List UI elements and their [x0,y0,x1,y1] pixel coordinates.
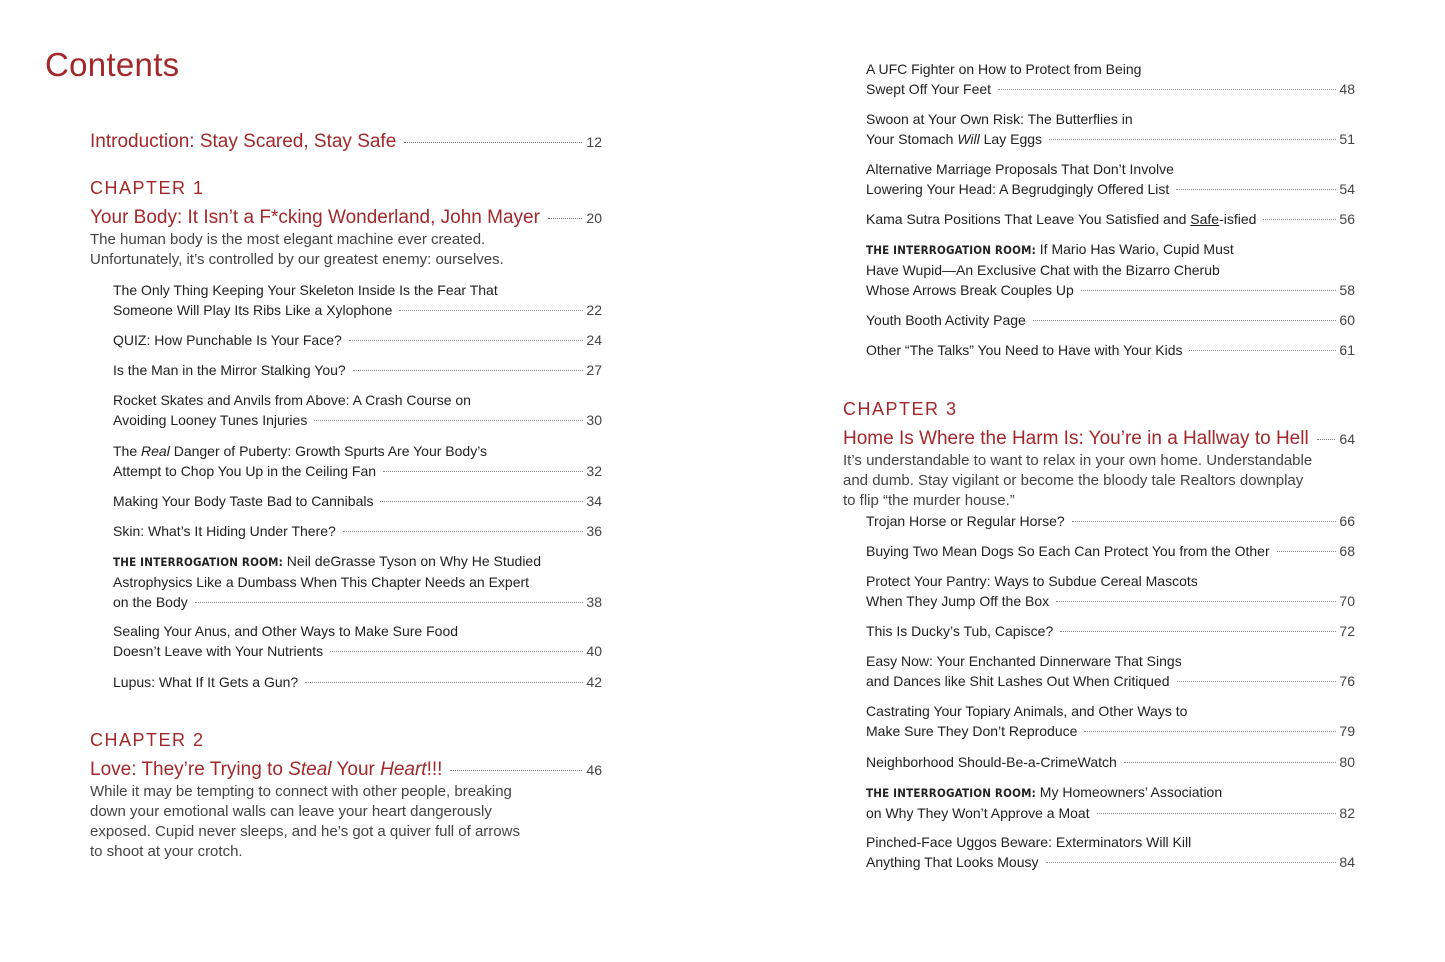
toc-entry[interactable] [866,621,1355,641]
page-number: 27 [586,362,602,378]
dot-leader [1049,139,1336,140]
entry-line: Other “The Talks” You Need to Have with Your Kids [866,342,1183,358]
toc-entry[interactable] [866,752,1355,772]
dot-leader [343,531,584,532]
dot-leader [1189,350,1336,351]
desc-line: While it may be tempting to connect with other people, breaking [90,783,512,800]
title-emphasis: Steal [288,759,332,780]
page-number: 60 [1339,312,1355,328]
desc-line: The human body is the most elegant machine ever created. [90,231,486,248]
entry-line: Castrating Your Topiary Animals, and Other Ways to [866,703,1188,719]
toc-entry[interactable] [866,571,1355,611]
toc-entry[interactable] [113,280,602,320]
toc-entry[interactable] [866,209,1355,229]
dot-leader [998,89,1336,90]
page-number: 22 [586,302,602,318]
page-title: Contents [45,46,180,83]
dot-leader [1084,731,1336,732]
page-number: 42 [586,674,602,690]
chapter-2-description [90,782,570,862]
toc-entry[interactable] [866,511,1355,531]
entry-line: Trojan Horse or Regular Horse? [866,513,1065,529]
page-number: 56 [1339,211,1355,227]
toc-entry[interactable] [866,541,1355,561]
page-number: 84 [1339,854,1355,870]
desc-line: Unfortunately, it’s controlled by our greatest enemy: ourselves. [90,251,504,268]
toc-entry[interactable] [113,551,602,612]
entry-line: Neighborhood Should-Be-a-CrimeWatch [866,754,1117,770]
page-number: 79 [1339,723,1355,739]
entry-text: Your Stomach [866,131,958,147]
entry-line: Rocket Skates and Anvils from Above: A Crash Course on [113,392,471,408]
chapter-2-heading[interactable] [90,759,602,781]
entry-line [866,129,1042,149]
entry-line: This Is Ducky’s Tub, Capisce? [866,623,1054,639]
dot-leader [1177,681,1337,682]
chapter-3-title: Home Is Where the Harm Is: You’re in a Hallway to Hell [843,428,1309,449]
toc-entry[interactable] [866,701,1355,741]
entry-line: Whose Arrows Break Couples Up [866,282,1074,298]
entry-line: on Why They Won’t Approve a Moat [866,805,1090,821]
toc-entry[interactable] [866,340,1355,360]
entry-line: Someone Will Play Its Ribs Like a Xylophone [113,302,393,318]
entry-line [113,551,602,572]
chapter-3-heading[interactable] [843,428,1355,450]
entry-line [866,782,1355,803]
page-number: 66 [1339,513,1355,529]
entry-line: Youth Booth Activity Page [866,312,1026,328]
page-number: 36 [586,523,602,539]
toc-entry[interactable] [113,441,602,481]
chapter-1-label: CHAPTER 1 [90,178,205,198]
title-text: Your [331,759,381,780]
intro-heading[interactable] [90,131,602,153]
dot-leader [404,142,582,143]
dot-leader [1072,521,1337,522]
toc-entry[interactable] [113,491,602,511]
page-number: 48 [1339,81,1355,97]
title-text: Love: They’re Trying to [90,759,289,780]
entry-line: Pinched-Face Uggos Beware: Exterminators Will Kill [866,834,1192,850]
toc-entry[interactable] [866,310,1355,330]
entry-line: Swoon at Your Own Risk: The Butterflies in [866,111,1133,127]
chapter-2-label: CHAPTER 2 [90,730,205,750]
chapter-2-title [90,759,442,781]
title-text: !!! [426,759,443,780]
page-number: 80 [1339,754,1355,770]
dot-leader [399,310,583,311]
entry-line: Easy Now: Your Enchanted Dinnerware That Sings [866,653,1182,669]
page-number: 46 [586,762,602,778]
entry-line: The Only Thing Keeping Your Skeleton Inside Is the Fear That [113,282,498,298]
intro-title: Introduction: Stay Scared, Stay Safe [90,131,397,152]
entry-line: Buying Two Mean Dogs So Each Can Protect You from the Other [866,543,1270,559]
entry-line: Make Sure They Don’t Reproduce [866,723,1078,739]
entry-text: Neil deGrasse Tyson on Why He Studied [282,553,541,569]
toc-entry[interactable] [113,521,602,541]
dot-leader [1046,862,1337,863]
entry-line [113,441,602,461]
entry-line: Protect Your Pantry: Ways to Subdue Cereal Mascots [866,573,1198,589]
toc-entry[interactable] [866,159,1355,199]
dot-leader [1317,439,1336,440]
entry-line: Have Wupid—An Exclusive Chat with the Bizarro Cherub [866,262,1220,278]
entry-line: and Dances like Shit Lashes Out When Critiqued [866,673,1170,689]
dot-leader [1277,551,1337,552]
dot-leader [1081,290,1337,291]
toc-entry[interactable] [866,832,1355,872]
interrogation-room-tag: THE INTERROGATION ROOM: [113,555,283,569]
entry-line [866,239,1355,260]
entry-line: Skin: What’s It Hiding Under There? [113,523,336,539]
dot-leader [1056,601,1336,602]
entry-text: Lay Eggs [979,131,1043,147]
entry-text: -isfied [1219,211,1257,227]
chapter-3-description [843,451,1363,511]
desc-line: and dumb. Stay vigilant or become the bloody tale Realtors downplay [843,472,1304,489]
toc-entry[interactable] [866,651,1355,691]
desc-line: It’s understandable to want to relax in your own home. Understandable [843,452,1313,469]
toc-entry[interactable] [866,239,1355,300]
page-number: 61 [1339,342,1355,358]
page-number: 72 [1339,623,1355,639]
desc-line: down your emotional walls can leave your heart dangerously [90,803,492,820]
entry-line [866,209,1256,229]
toc-entry[interactable] [866,59,1355,99]
page-number: 54 [1339,181,1355,197]
entry-line: QUIZ: How Punchable Is Your Face? [113,332,342,348]
chapter-1-description [90,230,610,270]
dot-leader [1176,189,1336,190]
entry-line: Is the Man in the Mirror Stalking You? [113,362,346,378]
desc-line: to shoot at your crotch. [90,843,243,860]
entry-text: My Homeowners’ Association [1035,784,1223,800]
entry-line: Attempt to Chop You Up in the Ceiling Fan [113,463,377,479]
dot-leader [349,340,584,341]
toc-entry[interactable] [113,330,602,350]
entry-line: Swept Off Your Feet [866,81,992,97]
toc-entry[interactable] [866,109,1355,149]
page-number: 82 [1339,805,1355,821]
chapter-3-label: CHAPTER 3 [843,399,958,419]
page-number: 20 [586,210,602,226]
entry-line: Lupus: What If It Gets a Gun? [113,674,299,690]
page-number: 68 [1339,543,1355,559]
dot-leader [1097,813,1337,814]
entry-line: Sealing Your Anus, and Other Ways to Make Sure Food [113,623,459,639]
dot-leader [195,602,584,603]
entry-line: Astrophysics Like a Dumbass When This Chapter Needs an Expert [113,574,530,590]
toc-entry[interactable] [866,782,1355,823]
entry-line: Making Your Body Taste Bad to Cannibals [113,493,374,509]
interrogation-room-tag: THE INTERROGATION ROOM: [866,243,1036,257]
page-number: 51 [1339,131,1355,147]
dot-leader [353,370,584,371]
entry-line: Alternative Marriage Proposals That Don’t Involve [866,161,1174,177]
dot-leader [305,682,583,683]
dot-leader [383,471,583,472]
page-number: 40 [586,643,602,659]
page-number: 24 [586,332,602,348]
toc-entry[interactable] [113,390,602,430]
page-number: 58 [1339,282,1355,298]
entry-line: When They Jump Off the Box [866,593,1050,609]
entry-emphasis: Will [957,131,980,147]
entry-text: If Mario Has Wario, Cupid Must [1035,241,1234,257]
page-number: 34 [586,493,602,509]
entry-text: Danger of Puberty: Growth Spurts Are Your Body’s [169,443,488,459]
interrogation-room-tag: THE INTERROGATION ROOM: [866,786,1036,800]
entry-line: Avoiding Looney Tunes Injuries [113,412,308,428]
entry-emphasis: Real [141,443,170,459]
dot-leader [450,770,582,771]
entry-line: Lowering Your Head: A Begrudgingly Offered List [866,181,1170,197]
dot-leader [1263,219,1336,220]
dot-leader [314,420,583,421]
dot-leader [1124,762,1337,763]
page-number: 38 [586,594,602,610]
entry-text: Kama Sutra Positions That Leave You Satisfied and [866,211,1191,227]
entry-line: Anything That Looks Mousy [866,854,1039,870]
toc-entry[interactable] [113,360,602,380]
page-number: 64 [1339,431,1355,447]
entry-text: The [113,443,142,459]
toc-entry[interactable] [113,672,602,692]
dot-leader [548,218,583,219]
page-number: 12 [586,134,602,150]
desc-line: to flip “the murder house.” [843,492,1015,509]
title-emphasis: Heart [380,759,427,780]
page-number: 30 [586,412,602,428]
entry-underlined: Safe [1190,211,1220,227]
desc-line: exposed. Cupid never sleeps, and he’s got a quiver full of arrows [90,823,520,840]
toc-entry[interactable] [113,621,602,661]
page-number: 76 [1339,673,1355,689]
chapter-1-title: Your Body: It Isn’t a F*cking Wonderland, John Mayer [90,207,540,228]
page-number: 70 [1339,593,1355,609]
dot-leader [1060,631,1336,632]
dot-leader [1033,320,1337,321]
entry-line: on the Body [113,594,188,610]
entry-line: A UFC Fighter on How to Protect from Being [866,61,1142,77]
chapter-1-heading[interactable] [90,207,602,229]
dot-leader [330,651,583,652]
dot-leader [380,501,583,502]
page-number: 32 [586,463,602,479]
entry-line: Doesn’t Leave with Your Nutrients [113,643,324,659]
